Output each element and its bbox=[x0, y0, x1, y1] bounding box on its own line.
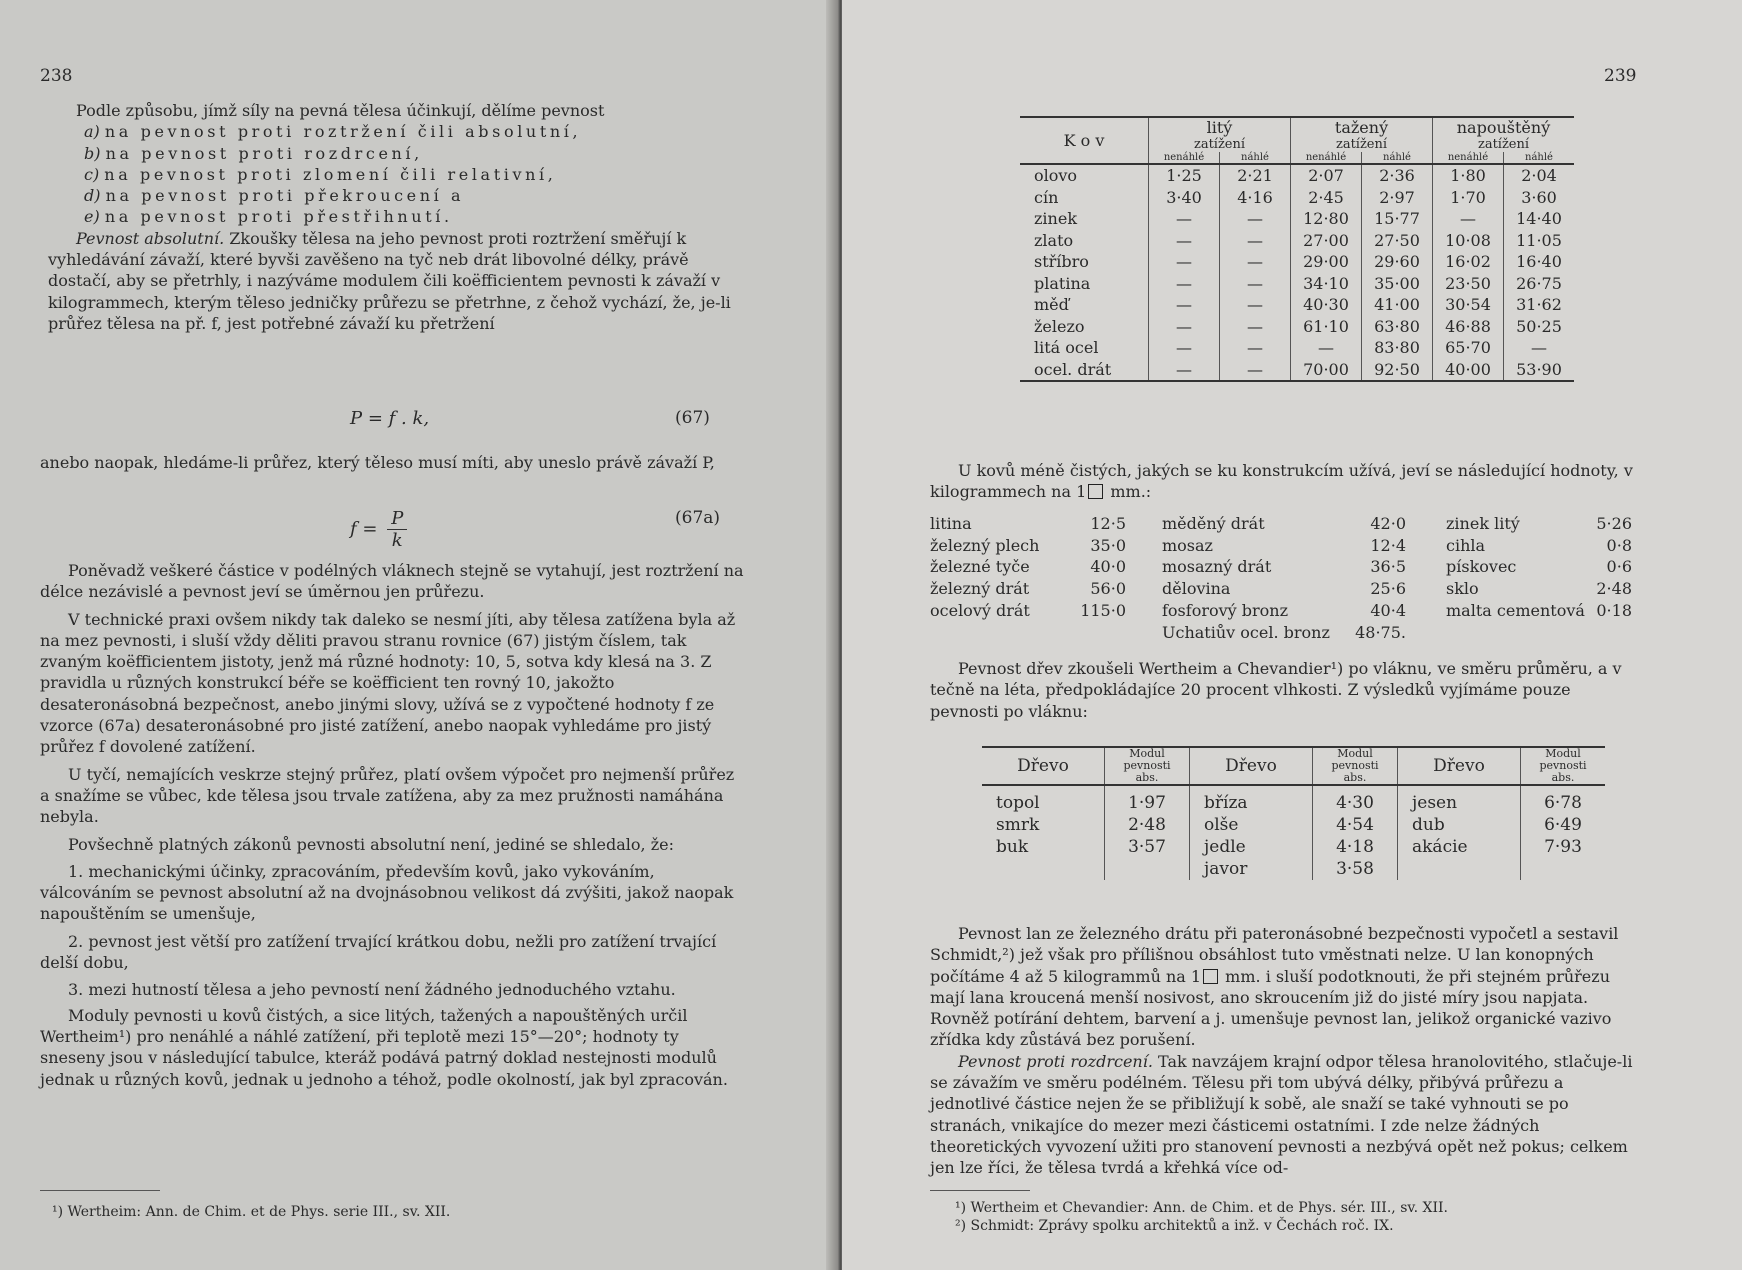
equation-number: (67) bbox=[675, 408, 710, 428]
modulus-cell: 3·40 bbox=[1149, 187, 1220, 209]
material-name: malta cementová bbox=[1446, 600, 1585, 620]
page-number-left: 238 bbox=[40, 66, 73, 86]
modulus-cell: 40·00 bbox=[1433, 359, 1504, 382]
list-item-text: na pevnost proti přestřihnutí. bbox=[104, 207, 453, 227]
list-item-text: na pevnost proti roztržení čili absolutní, bbox=[104, 122, 582, 142]
page-number-right: 239 bbox=[1604, 66, 1637, 86]
modulus-cell: 92·50 bbox=[1362, 359, 1433, 382]
material-row bbox=[1162, 556, 1406, 578]
materials-column-2 bbox=[1162, 513, 1406, 643]
table-row bbox=[982, 836, 1605, 858]
modulus-cell: 27·50 bbox=[1362, 230, 1433, 252]
modulus-cell: 41·00 bbox=[1362, 294, 1433, 316]
material-row bbox=[930, 556, 1126, 578]
modulus-cell: — bbox=[1149, 294, 1220, 316]
section-heading: Pevnost absolutní. bbox=[76, 228, 225, 248]
footnote: ¹) Wertheim et Chevandier: Ann. de Chim. et de Phys. sér. III., sv. XII. bbox=[955, 1200, 1449, 1216]
material-row bbox=[1162, 535, 1406, 557]
load-type-header: náhlé bbox=[1504, 152, 1575, 164]
material-value: 36·5 bbox=[1370, 557, 1406, 577]
intro-line: Podle způsobu, jímž síly na pevná tělesa účinkují, dělíme pevnost bbox=[76, 101, 605, 120]
paragraph-start: Pevnost lan ze železného drátu při pateronásobné bezpečnosti vypočetl a sestavil Schmidt,²) jež však pro přílišnou obsáhlost tuto vměstnati nelze. U lan konopných počítáme 4 až 5 kilogrammů na 1 bbox=[930, 924, 1619, 986]
left-text-body bbox=[40, 560, 748, 1090]
material-row bbox=[1446, 556, 1632, 578]
material-row bbox=[930, 600, 1126, 622]
load-header: zatížení bbox=[1291, 137, 1433, 152]
wood-modulus-cell: 6·78 bbox=[1521, 785, 1606, 814]
modulus-cell: 2·07 bbox=[1291, 164, 1362, 187]
material-row bbox=[1162, 622, 1406, 644]
wood-name-cell: bříza bbox=[1190, 785, 1313, 814]
metal-name-cell: železo bbox=[1034, 316, 1085, 336]
material-name: sklo bbox=[1446, 579, 1479, 599]
paragraph-text: Tak navzájem krajní odpor tělesa hranolovitého, stlačuje-li se závažím ve směru podélném. Tělesu při tom ubývá délky, přibývá průřezu a jednotlivé částice nejen že se přibližují k sobě, ale snaží se také vyhnouti se po stranách, vnikajíce do mezer mezi částicemi ostatními. I zde nelze žádných theoretických vyvození užiti pro stanovení pevnosti a nezbývá opět než pokus; celkem jen lze říci, že tělesa tvrdá a křehká více od- bbox=[930, 1051, 1633, 1178]
footnote-rule bbox=[930, 1190, 1030, 1191]
wood-name-cell: topol bbox=[996, 793, 1040, 813]
modulus-cell: 26·75 bbox=[1504, 273, 1575, 295]
table-row bbox=[982, 814, 1605, 836]
paragraph-text: Poněvadž veškeré částice v podélných vláknech stejně se vytahují, jest roztržení na délce nezávislé a pevnost jeví se úměrnou jen průřezu. bbox=[40, 561, 744, 602]
right-text-p1 bbox=[930, 460, 1636, 503]
material-name: měděný drát bbox=[1162, 514, 1265, 533]
wood-modulus-cell: 1·97 bbox=[1105, 785, 1190, 814]
modulus-cell: — bbox=[1149, 208, 1220, 230]
modulus-cell: 2·04 bbox=[1504, 164, 1575, 187]
wood-header: Dřevo bbox=[1190, 747, 1313, 785]
strength-type-item bbox=[48, 164, 748, 185]
modulus-cell: — bbox=[1220, 230, 1291, 252]
load-type-header: nenáhlé bbox=[1149, 152, 1220, 164]
modulus-cell: — bbox=[1504, 337, 1575, 359]
modulus-cell: — bbox=[1220, 294, 1291, 316]
materials-column-1 bbox=[930, 513, 1126, 622]
list-item-text: na pevnost proti zlomení čili relativní, bbox=[104, 164, 557, 184]
left-text-p2 bbox=[40, 452, 748, 473]
load-type-header: nenáhlé bbox=[1433, 152, 1504, 164]
modulus-cell: — bbox=[1220, 251, 1291, 273]
paragraph-text: V technické praxi ovšem nikdy tak daleko se nesmí jíti, aby tělesa zatížena byla až na mez pevnosti, i sluší vždy děliti pravou stranu rovnice (67) jistým číslem, tak zvaným koëfficientem jistoty, jenž má různé hodnoty: 10, 5, sotva kdy klesá na 3. Z pravidla u různých konstrukcí béře se koëfficient ten rovný 10, jakožto desateronásobná bezpečnost, anebo jinými slovy, užívá se z vypočtené hodnoty f ze vzorce (67a) desateronásobné pro jisté zatížení, anebo naopak vyhledáme pro jistý průřez f dovolené zatížení. bbox=[40, 609, 736, 757]
wood-modulus-cell: 2·48 bbox=[1105, 814, 1190, 836]
material-row bbox=[1162, 600, 1406, 622]
wood-modulus-cell: 4·18 bbox=[1313, 836, 1398, 858]
paragraph-text bbox=[930, 460, 1636, 503]
group-header: napouštěný bbox=[1433, 117, 1575, 137]
modulus-cell: 2·45 bbox=[1291, 187, 1362, 209]
wood-modulus-cell bbox=[1521, 858, 1606, 880]
modulus-cell: 4·16 bbox=[1220, 187, 1291, 209]
material-row bbox=[930, 578, 1126, 600]
metal-name-cell: litá ocel bbox=[1034, 338, 1099, 357]
paragraph-text: Povšechně platných zákonů pevnosti absolutní není, jediné se shledalo, že: bbox=[68, 834, 674, 854]
paragraph-absolute-strength bbox=[48, 228, 748, 334]
load-header: zatížení bbox=[1149, 137, 1291, 152]
equation-67a bbox=[350, 508, 407, 551]
material-row bbox=[1446, 535, 1632, 557]
wood-name-cell: jedle bbox=[1190, 836, 1313, 858]
modulus-cell: 15·77 bbox=[1362, 208, 1433, 230]
paragraph-text bbox=[930, 1051, 1636, 1179]
modulus-cell: — bbox=[1220, 273, 1291, 295]
modulus-cell: 30·54 bbox=[1433, 294, 1504, 316]
left-page bbox=[0, 0, 838, 1270]
wood-modulus-cell: 3·58 bbox=[1313, 858, 1398, 880]
equation-lhs: f = bbox=[350, 518, 378, 540]
list-marker: b) bbox=[84, 143, 101, 163]
list-marker: d) bbox=[84, 186, 101, 206]
paragraph-text: 3. mezi hutností tělesa a jeho pevností není žádného jednoduchého vztahu. bbox=[68, 980, 676, 1000]
metal-name-cell: měď bbox=[1034, 295, 1069, 314]
kov-header: K o v bbox=[1020, 117, 1149, 164]
strength-type-item bbox=[48, 185, 748, 206]
modulus-cell: 34·10 bbox=[1291, 273, 1362, 295]
wood-modulus-cell: 3·57 bbox=[1105, 836, 1190, 858]
metal-strength-table bbox=[1020, 116, 1574, 382]
strength-type-item bbox=[48, 121, 748, 142]
left-text-top bbox=[48, 100, 748, 334]
load-header: zatížení bbox=[1433, 137, 1575, 152]
material-row bbox=[1446, 578, 1632, 600]
modulus-cell: — bbox=[1220, 208, 1291, 230]
modulus-cell: 14·40 bbox=[1504, 208, 1575, 230]
wood-name-cell: javor bbox=[1190, 858, 1313, 880]
table-row bbox=[1020, 294, 1574, 316]
table-row bbox=[1020, 164, 1574, 187]
modulus-cell: — bbox=[1149, 273, 1220, 295]
modulus-cell: 1·70 bbox=[1433, 187, 1504, 209]
list-marker: e) bbox=[84, 207, 100, 227]
material-name: železný plech bbox=[930, 535, 1040, 555]
material-value: 35·0 bbox=[1090, 535, 1126, 555]
table-row bbox=[982, 858, 1605, 880]
modulus-cell: 3·60 bbox=[1504, 187, 1575, 209]
footnote: ²) Schmidt: Zprávy spolku architektů a inž. v Čechách roč. IX. bbox=[955, 1218, 1394, 1234]
material-name: Uchatiův ocel. bronz bbox=[1162, 622, 1330, 642]
material-name: mosazný drát bbox=[1162, 557, 1272, 577]
table-row bbox=[982, 785, 1605, 814]
modulus-cell: 12·80 bbox=[1291, 208, 1362, 230]
table-row bbox=[1020, 251, 1574, 273]
square-symbol bbox=[1203, 969, 1218, 984]
paragraph-text: Zkoušky tělesa na jeho pevnost proti roztržení směřují k vyhledávání závaží, které byvši zavěšeno na tyč neb drát libovolné délky, právě dostačí, aby se přetrhly, i nazýváme modulem čili koëfficientem pevnosti k závaží v kilogrammech, kterým těleso jedničky průřezu se přetrhne, z čehož vychází, že, je-li průřez tělesa na př. f, jest potřebné závaží ku přetržení bbox=[48, 228, 731, 333]
material-value: 56·0 bbox=[1090, 579, 1126, 599]
modulus-cell: 11·05 bbox=[1504, 230, 1575, 252]
wood-name-cell bbox=[1398, 858, 1521, 880]
paragraph-text: Pevnost dřev zkoušeli Wertheim a Chevandier¹) po vláknu, ve směru průměru, a v tečně na léta, předpokládajíce 20 procent vlhkosti. Z výsledků vyjímáme pouze pevnosti po vláknu: bbox=[930, 659, 1622, 721]
material-value: 115·0 bbox=[1080, 600, 1126, 620]
modulus-cell: 10·08 bbox=[1433, 230, 1504, 252]
modulus-cell: — bbox=[1149, 230, 1220, 252]
modulus-cell: 2·21 bbox=[1220, 164, 1291, 187]
modulus-cell: 29·00 bbox=[1291, 251, 1362, 273]
load-type-header: náhlé bbox=[1362, 152, 1433, 164]
materials-column-3 bbox=[1446, 513, 1632, 622]
material-name: fosforový bronz bbox=[1162, 600, 1289, 620]
modulus-cell: 70·00 bbox=[1291, 359, 1362, 382]
wood-name-cell: buk bbox=[996, 837, 1029, 857]
metal-name-cell: ocel. drát bbox=[1020, 359, 1149, 382]
material-name: dělovina bbox=[1162, 579, 1231, 599]
material-row bbox=[1162, 513, 1406, 535]
modulus-cell: 1·25 bbox=[1149, 164, 1220, 187]
modulus-header: Modul pevnosti abs. bbox=[1105, 747, 1190, 785]
material-value: 5·26 bbox=[1596, 514, 1632, 533]
fraction-denominator: k bbox=[391, 530, 403, 551]
material-value: 42·0 bbox=[1370, 514, 1406, 533]
modulus-cell: 63·80 bbox=[1362, 316, 1433, 338]
group-header: tažený bbox=[1291, 117, 1433, 137]
wood-modulus-cell bbox=[1105, 858, 1190, 880]
paragraph-text: Moduly pevnosti u kovů čistých, a sice litých, tažených a napouštěných určil Wertheim¹) pro nenáhlé a náhlé zatížení, při teplotě mezi 15°—20°; hodnoty ty sneseny jsou v následující tabulce, kteráž podává patrný doklad nestejnosti modulů jednak u různých kovů, jednak u jednoho a téhož, podle okolností, jak byl zpracován. bbox=[40, 1005, 728, 1089]
modulus-cell: 2·36 bbox=[1362, 164, 1433, 187]
modulus-header: Modul pevnosti abs. bbox=[1313, 747, 1398, 785]
wood-modulus-cell: 4·30 bbox=[1313, 785, 1398, 814]
modulus-cell: — bbox=[1149, 337, 1220, 359]
right-text-p2 bbox=[930, 658, 1636, 722]
paragraph-text: anebo naopak, hledáme-li průřez, který těleso musí míti, aby uneslo právě závaží P, bbox=[40, 453, 715, 472]
wood-modulus-cell: 6·49 bbox=[1521, 814, 1606, 836]
table-row bbox=[1020, 187, 1574, 209]
wood-name-cell: smrk bbox=[996, 815, 1040, 835]
material-name: cihla bbox=[1446, 535, 1486, 555]
wood-header: Dřevo bbox=[1017, 756, 1069, 776]
footnote-rule bbox=[40, 1190, 160, 1191]
paragraph-text: 1. mechanickými účinky, zpracováním, především kovů, jako vykováním, válcováním se pevnost absolutní až na dvojnásobnou velikost dá zvýšiti, jakož naopak napouštěním se umenšuje, bbox=[40, 861, 734, 924]
list-marker: c) bbox=[84, 164, 100, 184]
modulus-cell: 16·40 bbox=[1504, 251, 1575, 273]
modulus-cell: — bbox=[1433, 208, 1504, 230]
wood-modulus-cell: 4·54 bbox=[1313, 814, 1398, 836]
wood-table-body bbox=[982, 785, 1605, 880]
right-text-body bbox=[930, 923, 1636, 1179]
strength-type-item bbox=[48, 206, 748, 227]
table-row bbox=[1020, 337, 1574, 359]
table-row bbox=[1020, 316, 1574, 338]
metal-name-cell: zlato bbox=[1034, 230, 1074, 250]
material-name: železný drát bbox=[930, 579, 1030, 599]
modulus-cell: — bbox=[1220, 359, 1291, 382]
modulus-cell: 83·80 bbox=[1362, 337, 1433, 359]
modulus-cell: — bbox=[1149, 359, 1220, 382]
wood-name-cell: akácie bbox=[1398, 836, 1521, 858]
wood-name-cell: jesen bbox=[1398, 785, 1521, 814]
modulus-header: Modul pevnosti abs. bbox=[1521, 747, 1606, 785]
material-value: 12·4 bbox=[1370, 535, 1406, 555]
equation-number: (67a) bbox=[675, 508, 721, 528]
material-name: mosaz bbox=[1162, 535, 1213, 555]
paragraph-start: U kovů méně čistých, jakých se ku konstrukcím užívá, jeví se následující hodnoty, v kilogrammech na 1 bbox=[930, 461, 1633, 502]
table-row bbox=[1020, 230, 1574, 252]
material-value: 2·48 bbox=[1596, 579, 1632, 599]
square-symbol bbox=[1088, 484, 1103, 499]
wood-name-cell: olše bbox=[1190, 814, 1313, 836]
table-row bbox=[1020, 273, 1574, 295]
wood-strength-table bbox=[982, 746, 1605, 880]
modulus-cell: — bbox=[1220, 337, 1291, 359]
modulus-cell: — bbox=[1149, 251, 1220, 273]
strength-types-list bbox=[48, 121, 748, 227]
modulus-cell: 40·30 bbox=[1291, 294, 1362, 316]
fraction-numerator: P bbox=[387, 508, 407, 530]
paragraph-text bbox=[930, 923, 1636, 1051]
metal-name-cell: zinek bbox=[1034, 209, 1078, 228]
material-value: 0·6 bbox=[1606, 557, 1632, 577]
modulus-cell: 35·00 bbox=[1362, 273, 1433, 295]
section-heading: Pevnost proti rozdrcení. bbox=[958, 1051, 1153, 1071]
wood-name-cell bbox=[982, 858, 1105, 880]
metal-table-body bbox=[1020, 164, 1574, 381]
modulus-cell: — bbox=[1291, 337, 1362, 359]
material-value: 25·6 bbox=[1370, 579, 1406, 599]
material-value: 40·4 bbox=[1370, 600, 1406, 620]
metal-name-cell: cín bbox=[1034, 187, 1059, 207]
footnote: ¹) Wertheim: Ann. de Chim. et de Phys. serie III., sv. XII. bbox=[52, 1204, 451, 1220]
modulus-cell: 31·62 bbox=[1504, 294, 1575, 316]
strength-type-item bbox=[48, 143, 748, 164]
list-item-text: na pevnost proti překroucení a bbox=[105, 186, 465, 206]
wood-modulus-cell: 7·93 bbox=[1521, 836, 1606, 858]
material-value: 0·8 bbox=[1606, 535, 1632, 555]
modulus-cell: — bbox=[1220, 316, 1291, 338]
material-name: zinek litý bbox=[1446, 514, 1520, 533]
material-row bbox=[930, 513, 1126, 535]
modulus-cell: 27·00 bbox=[1291, 230, 1362, 252]
fraction bbox=[387, 508, 407, 551]
wood-header: Dřevo bbox=[1398, 747, 1521, 785]
table-row bbox=[1020, 208, 1574, 230]
material-value: 12·5 bbox=[1090, 514, 1126, 533]
group-header: litý bbox=[1149, 117, 1291, 137]
paragraph-end: mm. i sluší podotknouti, že při stejném průřezu mají lana kroucená menší nosivost, ano skroucením již do jisté míry jsou napjata. Rovněž potírání dehtem, barvení a j. umenšuje pevnost lan, jelikož organické vazivo zřídka kdy zůstává bez porušení. bbox=[930, 966, 1612, 1050]
material-row bbox=[1162, 578, 1406, 600]
material-name: pískovec bbox=[1446, 557, 1517, 577]
load-type-header: náhlé bbox=[1220, 152, 1291, 164]
paragraph-text: U tyčí, nemajících veskrze stejný průřez, platí ovšem výpočet pro nejmenší průřez a snažíme se vůbec, kde tělesa jsou trvale zatížena, aby za mez pružnosti namáhána nebyla. bbox=[40, 764, 735, 827]
modulus-cell: 23·50 bbox=[1433, 273, 1504, 295]
metal-name-cell: stříbro bbox=[1034, 252, 1089, 271]
modulus-cell: 1·80 bbox=[1433, 164, 1504, 187]
material-row bbox=[930, 535, 1126, 557]
material-row bbox=[1446, 513, 1632, 535]
modulus-cell: 53·90 bbox=[1504, 359, 1575, 382]
paragraph-end: mm.: bbox=[1110, 482, 1152, 502]
list-marker: a) bbox=[84, 122, 100, 142]
modulus-cell: — bbox=[1149, 316, 1220, 338]
modulus-cell: 50·25 bbox=[1504, 316, 1575, 338]
modulus-cell: 61·10 bbox=[1291, 316, 1362, 338]
metal-name-cell: olovo bbox=[1034, 166, 1078, 185]
material-value: 40·0 bbox=[1090, 557, 1126, 577]
paragraph-text: 2. pevnost jest větší pro zatížení trvající krátkou dobu, nežli pro zatížení trvající delší dobu, bbox=[40, 931, 717, 973]
material-name: železné tyče bbox=[930, 557, 1030, 577]
list-item-text: na pevnost proti rozdrcení, bbox=[105, 143, 423, 163]
metal-name-cell: platina bbox=[1034, 273, 1091, 293]
modulus-cell: 2·97 bbox=[1362, 187, 1433, 209]
modulus-cell: 46·88 bbox=[1433, 316, 1504, 338]
load-type-header: nenáhlé bbox=[1291, 152, 1362, 164]
equation-67: P = f . k, bbox=[350, 408, 430, 429]
material-name: litina bbox=[930, 514, 972, 533]
table-row bbox=[1020, 359, 1574, 382]
material-row bbox=[1446, 600, 1632, 622]
wood-header-row bbox=[982, 747, 1605, 785]
wood-name-cell: dub bbox=[1398, 814, 1521, 836]
modulus-cell: 16·02 bbox=[1433, 251, 1504, 273]
material-name: ocelový drát bbox=[930, 600, 1030, 620]
modulus-cell: 65·70 bbox=[1433, 337, 1504, 359]
modulus-cell: 29·60 bbox=[1362, 251, 1433, 273]
material-value: 48·75. bbox=[1355, 622, 1406, 642]
material-value: 0·18 bbox=[1596, 600, 1632, 620]
